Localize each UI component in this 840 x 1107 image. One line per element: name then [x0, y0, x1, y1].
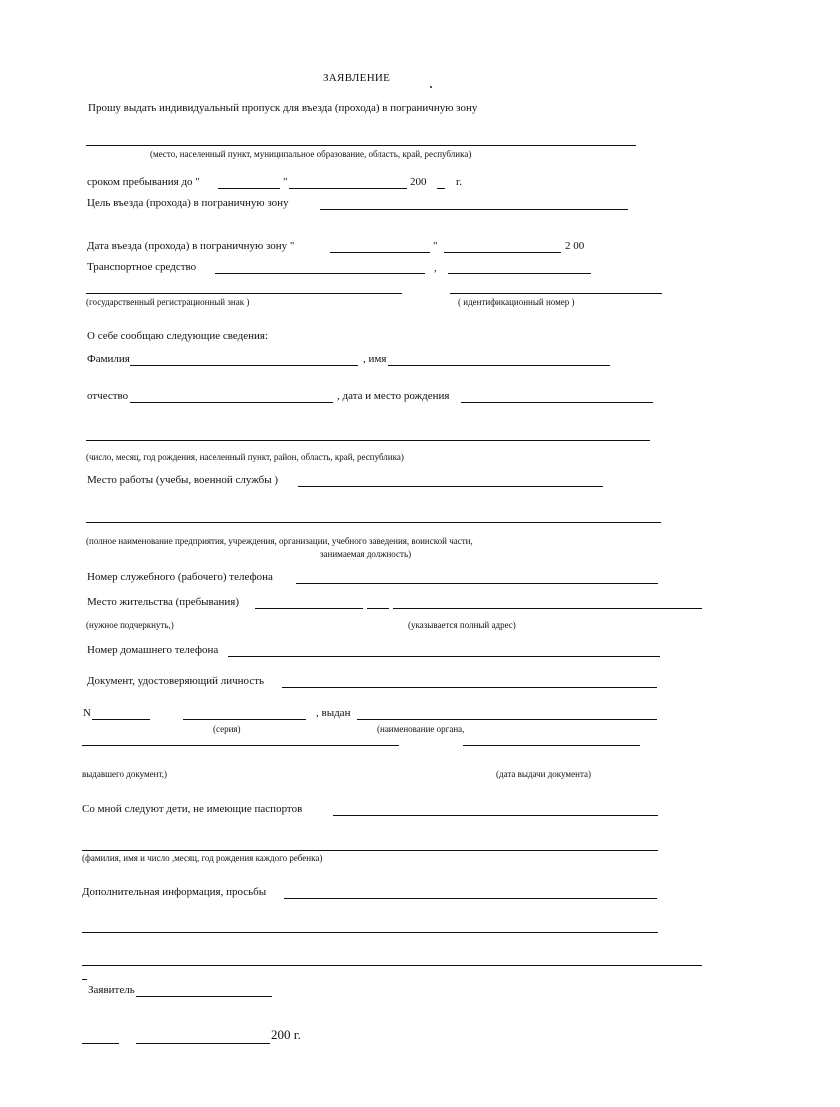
- issuer-hint: выдавшего документ,): [82, 769, 167, 779]
- stay-month-field[interactable]: [289, 188, 407, 189]
- vehicle-field-1[interactable]: [215, 273, 425, 274]
- extra-field-3[interactable]: [82, 965, 702, 966]
- surname-label: Фамилия: [87, 353, 130, 365]
- children-field[interactable]: [333, 815, 658, 816]
- vehicle-reg-field[interactable]: [86, 293, 402, 294]
- doc-number-label: N: [83, 707, 91, 719]
- entry-month-field[interactable]: [444, 252, 561, 253]
- entry-year: 2 00: [565, 240, 585, 252]
- residence-field-1[interactable]: [255, 608, 363, 609]
- entry-day-field[interactable]: [330, 252, 430, 253]
- address-hint: (указывается полный адрес): [408, 620, 516, 630]
- surname-field[interactable]: [130, 365, 358, 366]
- patronymic-label: отчество: [87, 390, 129, 402]
- place-field[interactable]: [86, 145, 636, 146]
- residence-field-3[interactable]: [393, 608, 702, 609]
- document-title: ЗАЯВЛЕНИЕ: [323, 72, 391, 84]
- home-phone-label: Номер домашнего телефона: [87, 644, 219, 656]
- vehicle-field-2[interactable]: [448, 273, 591, 274]
- name-label: , имя: [363, 353, 387, 365]
- work-phone-label: Номер служебного (рабочего) телефона: [87, 571, 273, 583]
- children-label: Со мной следуют дети, не имеющие паспортов: [82, 803, 303, 815]
- extra-field-2[interactable]: [82, 932, 658, 933]
- applicant-signature-field[interactable]: [136, 996, 272, 997]
- birth-label: , дата и место рождения: [337, 390, 450, 402]
- work-label: Место работы (учебы, военной службы ): [87, 474, 279, 486]
- stay-quote: ": [283, 176, 288, 188]
- birth-field[interactable]: [461, 402, 653, 403]
- issuer-field[interactable]: [82, 745, 399, 746]
- work-field[interactable]: [298, 486, 603, 487]
- work-phone-field[interactable]: [296, 583, 658, 584]
- work-hint-2: занимаемая должность): [320, 549, 412, 559]
- issue-date-field[interactable]: [463, 745, 640, 746]
- about-label: О себе сообщаю следующие сведения:: [87, 330, 269, 342]
- issued-label: , выдан: [316, 707, 351, 719]
- intro-text: Прошу выдать индивидуальный пропуск для въезда (прохода) в пограничную зону: [88, 102, 478, 114]
- entry-date-label: Дата въезда (прохода) в пограничную зону ": [87, 240, 295, 252]
- series-hint: (серия): [213, 724, 241, 734]
- vehicle-comma: ,: [434, 262, 437, 274]
- birth-field-2[interactable]: [86, 440, 650, 441]
- residence-field-2[interactable]: [367, 608, 389, 609]
- place-hint: (место, населенный пункт, муниципальное образование, область, край, республика): [150, 149, 472, 159]
- sign-day-field[interactable]: [82, 1043, 119, 1044]
- children-field-2[interactable]: [82, 850, 658, 851]
- vehicle-id-hint: ( идентификационный номер ): [458, 297, 575, 307]
- vehicle-reg-hint: (государственный регистрационный знак ): [86, 297, 250, 307]
- sign-year: 200 г.: [271, 1027, 301, 1042]
- work-field-2[interactable]: [86, 522, 661, 523]
- applicant-mark: [82, 979, 87, 980]
- issued-field[interactable]: [357, 719, 657, 720]
- issue-date-hint: (дата выдачи документа): [496, 769, 591, 779]
- patronymic-field[interactable]: [130, 402, 333, 403]
- work-hint-1: (полное наименование предприятия, учреждения, организации, учебного заведения, воинской части,: [86, 536, 473, 546]
- scan-speck: [430, 86, 432, 88]
- stay-year: 200: [410, 176, 427, 188]
- vehicle-id-field[interactable]: [450, 293, 662, 294]
- vehicle-label: Транспортное средство: [87, 261, 197, 273]
- applicant-label: Заявитель: [88, 984, 135, 996]
- sign-month-field[interactable]: [136, 1043, 270, 1044]
- stay-label: сроком пребывания до ": [87, 176, 200, 188]
- name-field[interactable]: [388, 365, 610, 366]
- underline-hint: (нужное подчеркнуть,): [86, 620, 174, 630]
- extra-label: Дополнительная информация, просьбы: [82, 886, 267, 898]
- entry-quote: ": [433, 240, 438, 252]
- birth-hint: (число, месяц, год рождения, населенный пункт, район, область, край, республика): [86, 452, 404, 462]
- home-phone-field[interactable]: [228, 656, 660, 657]
- stay-year-field[interactable]: [437, 188, 445, 189]
- purpose-field[interactable]: [320, 209, 628, 210]
- id-doc-label: Документ, удостоверяющий личность: [87, 675, 265, 687]
- stay-day-field[interactable]: [218, 188, 280, 189]
- stay-year-suffix: г.: [456, 176, 463, 188]
- id-doc-field[interactable]: [282, 687, 657, 688]
- extra-field[interactable]: [284, 898, 657, 899]
- authority-hint: (наименование органа,: [377, 724, 465, 734]
- doc-number-field[interactable]: [92, 719, 150, 720]
- residence-label: Место жительства (пребывания): [87, 596, 239, 608]
- doc-series-field[interactable]: [183, 719, 306, 720]
- children-hint: (фамилия, имя и число ,месяц, год рождения каждого ребенка): [82, 853, 323, 863]
- purpose-label: Цель въезда (прохода) в пограничную зону: [87, 197, 289, 209]
